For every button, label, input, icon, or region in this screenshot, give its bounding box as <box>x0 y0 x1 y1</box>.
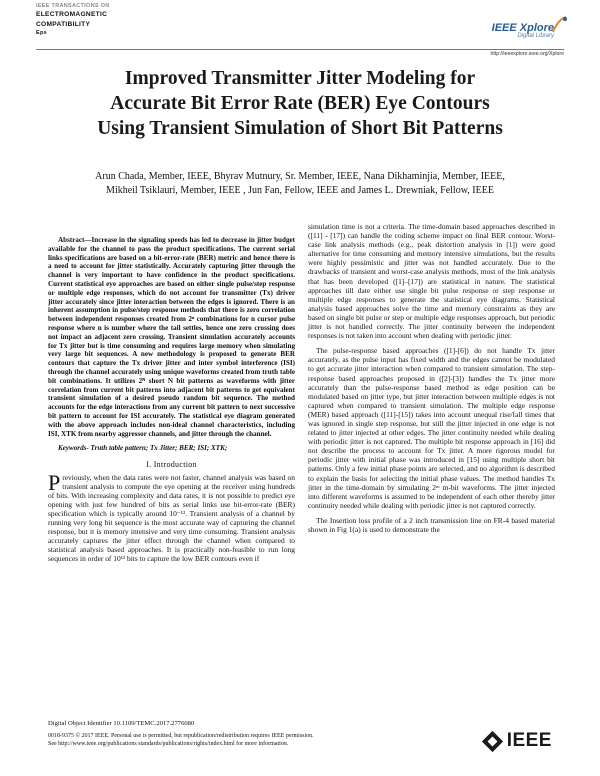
journal-line-3: COMPATIBILITY <box>36 20 91 28</box>
abstract-text: —Increase in the signaling speeds has led to decrease in jitter budget available for the channel to pass the product specifications. The current serial links specifications are based on a bit-error-rate (BER) metric and hence there is a need to account for jitter statistically. Accurately capturing jitter through the channel is very important to have confidence in the product specifications. Current statistical eye approaches are based on either single pulse/step response or multiple edge responses, which do not account for transmitter (Tx) driver jitter accurately since jitter interaction between the edges is ignored. There is an inherent assumption in pulse/step response methods that there is zero correlation between independent responses created from 2ⁿ combinations for n cursor pulse response where n is number where the tail settles, hence one zero crossing does not impact an adjacent zero crossing. Transient simulation accurately accounts for Tx jitter but is time consuming and requires large memory when simulating very large bit sequences. A new methodology is proposed to generate BER contours that capture the Tx driver jitter and inter symbol interference (ISI) through the channel accurately using unique waveforms created from truth table bit combinations. It utilizes 2ᴺ short N bit patterns as waveforms with jitter correlation from current bit patterns into adjacent bit patterns to get equivalent transient simulation of a desired pseudo random bit sequence. The method accounts for the edge interactions from any current bit pattern to next successive bit pattern to account for ISI accurately. The statistical eye diagram generated with the above approach includes non-ideal channel characteristics, including ISI, XTK from nearby aggressor channels, and jitter through the channel. <box>48 236 295 438</box>
keywords: Keywords- Truth table pattern; Tx Jitter; BER; ISI; XTK; <box>58 444 228 453</box>
header-rule <box>36 49 564 50</box>
author-line-1: Arun Chada, Member, IEEE, Bhyrav Mutnury, Sr. Member, IEEE, Nana Dikhaminjia, Member, IEEE, <box>95 171 505 182</box>
journal-line-2: ELECTROMAGNETIC <box>36 11 108 18</box>
doi: Digital Object Identifier 10.1109/TEMC.2017.2776080 <box>48 720 195 727</box>
abstract-label: Abstract <box>58 236 85 244</box>
section-heading-introduction: I. Introduction <box>146 460 197 470</box>
author-list <box>40 170 560 197</box>
intro-paragraph <box>48 469 295 564</box>
right-paragraph-1: simulation time is not a criteria. The time-domain based approaches described in ([11] - [17]) can handle the coding scheme impact on final BER contour. Worst-case link analysis methods (e.g., peak distortion analysis in [1]) were good alternative for time consuming and memory intensive simulations, but the results were highly pessimistic and jitter was not handled accurately. Due to the drawbacks of transient and worst-case analysis methods, most of the link analysis that has been developed ([1]–[17]) are statistical in nature. The statistical approaches till date either use single bit pulse response or step response or multiple edge responses to generate the statistical eye diagrams. Statistical analysis based approaches solve the time and memory constraints as they are based on single bit pulse or step or multiple edge responses approach, but periodic jitter is not handled correctly. The jitter continuity between the independent responses is not taken into account when dealing with periodic jitter. <box>308 222 555 341</box>
title-line-1: Improved Transmitter Jitter Modeling for <box>124 68 476 89</box>
xplore-swoosh-icon <box>550 16 568 36</box>
intro-text: reviously, when the data rates were not faster, channel analysis was based on transient analysis to compute the eye opening at the receiver using hundreds of bits. With increasing complexity and data rates, it is not possible to predict eye opening with just few hundred of bits as serial links use bit-error-rate (BER) specification which is typically around 10⁻¹². Transient analysis of a channel by running very long bit sequence is the most accurate way of capturing the channel response, but it is memory intensive and very time consuming. Transient analysis accurately captures the jitter effect through the channel when compared to statistical analysis based approaches. It is practically non-feasible to run long sequences in order of 10¹² bits to capture the low BER contours even if <box>48 472 295 564</box>
title-line-3: Using Transient Simulation of Short Bit Patterns <box>97 118 503 139</box>
xplore-sub: Digital Library <box>517 33 554 39</box>
page-footer <box>48 720 428 749</box>
right-paragraph-3: The Insertion loss profile of a 2 inch transmission line on FR-4 based material shown in Fig 1(a) is used to demonstrate the <box>308 515 555 534</box>
paper-title <box>40 66 560 141</box>
journal-sub: Eps <box>36 30 47 36</box>
header-url[interactable]: http://ieeexplore.ieee.org/Xplore <box>490 51 564 57</box>
journal-line-1: IEEE TRANSACTIONS ON <box>36 3 110 9</box>
title-line-2: Accurate Bit Error Rate (BER) Eye Contours <box>110 93 490 114</box>
ieee-logo <box>485 730 552 752</box>
journal-header <box>36 2 216 37</box>
left-column <box>48 236 295 563</box>
ieee-logo-text: IEEE <box>506 730 552 751</box>
dropcap: P <box>48 469 61 495</box>
author-line-2: Mikheil Tsiklauri, Member, IEEE , Jun Fan, Fellow, IEEE and James L. Drewniak, Fellow, IEEE <box>106 184 494 196</box>
abstract <box>48 236 295 438</box>
right-column <box>308 222 555 540</box>
xplore-name: IEEE Xplore <box>491 22 554 34</box>
copyright-line: 0018-9375 © 2017 IEEE. Personal use is permitted, but republication/redistribution requires IEEE permission. <box>48 733 314 740</box>
right-paragraph-2: The pulse-response based approaches ([1]-[6]) do not handle Tx jitter accurately, as the pulse input has fixed width and the edges cannot be modulated to get accurate jitter interaction when compared to transient simulation. The step-response based approaches proposed in ([2]-[3]) handles the Tx jitter more accurately than the pulse-response based method as edge position can be modulated based on jitter type, but jitter interaction between multiple edges is not captured when compared to transient simulation. The multiple edge response (MER) based approach ([11]-[15]) takes into account unequal rise/fall times that was ignored in single step response, but still the jitter injected in one edge is not related to jitter injected at other edges. The jitter continuity needed while dealing with periodic jitter is not captured. The multiple bit response approach in [16] did not describe the process to account for Tx jitter. A more rigorous model for periodic jitter with initial phase was introduced in [15] using multiple short bit patterns. Only a few initial phase points are selected, and no algorithm is described to explain the basis for selecting the initial phase values. The method handles Tx jitter in the time-domain by simulating 2ᵐ m-bit waveforms. The jitter injected into different waveforms is assumed to be independent of each other thereby jitter continuity needed while dealing with periodic jitter is not captured correctly. <box>308 346 555 510</box>
xplore-logo <box>492 22 554 39</box>
rights-line: See http://www.ieee.org/publications standards/publications/rights/index.html for more information. <box>48 741 289 748</box>
ieee-diamond-icon <box>482 730 503 751</box>
